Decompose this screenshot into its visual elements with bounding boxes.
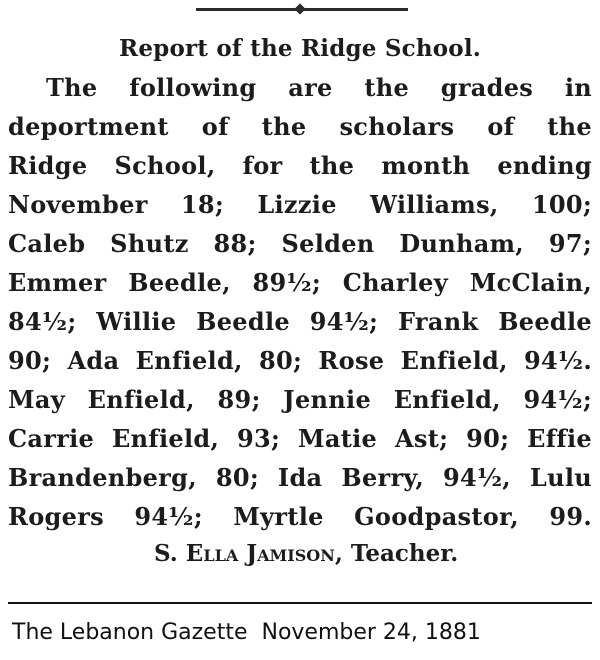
article-line: Ridge School, for the month ending <box>8 151 592 180</box>
teacher-title: Teacher. <box>350 540 459 567</box>
top-ornament-rule <box>196 8 408 11</box>
article-line: Emmer Beedle, 89½; Charley McClain, <box>8 268 592 297</box>
teacher-name: S. Ella Jamison, <box>154 540 343 567</box>
source-caption: The Lebanon Gazette November 24, 1881 <box>12 620 481 645</box>
article-line: Brandenberg, 80; Ida Berry, 94½, Lulu <box>8 463 592 492</box>
article-body <box>8 68 592 536</box>
article-line: 90; Ada Enfield, 80; Rose Enfield, 94½. <box>8 346 592 375</box>
article-line: Caleb Shutz 88; Selden Dunham, 97; <box>8 229 592 258</box>
rule-ornament-icon <box>294 3 305 14</box>
teacher-signature <box>8 536 592 572</box>
article-line: The following are the grades in <box>46 73 592 102</box>
article-line: 84½; Willie Beedle 94½; Frank Beedle <box>8 307 592 336</box>
article-line: deportment of the scholars of the <box>8 112 592 141</box>
article-line: May Enfield, 89; Jennie Enfield, 94½; <box>8 385 592 414</box>
newspaper-clipping <box>8 30 592 572</box>
article-line: Carrie Enfield, 93; Matie Ast; 90; Effie <box>8 424 592 453</box>
article-line: November 18; Lizzie Williams, 100; <box>8 190 592 219</box>
caption-divider <box>8 602 592 604</box>
article-headline: Report of the Ridge School. <box>119 35 481 62</box>
article-line: Rogers 94½; Myrtle Goodpastor, 99. <box>8 502 592 531</box>
